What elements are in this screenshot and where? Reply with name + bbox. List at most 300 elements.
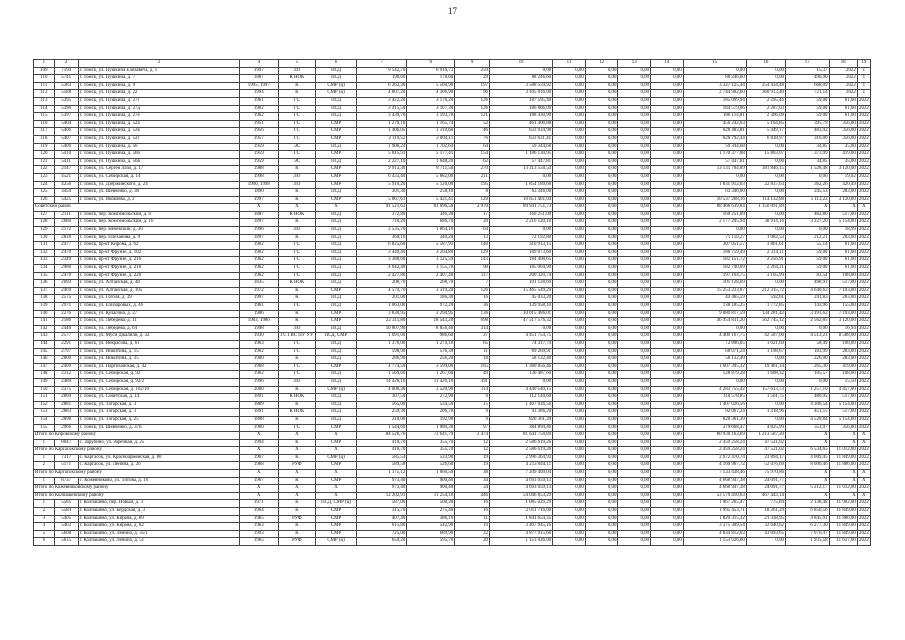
table-cell: 0,00 [553, 97, 586, 105]
table-cell: 130 [34, 234, 55, 242]
table-cell: 141 [34, 318, 55, 326]
table-cell: 0,00 [618, 189, 651, 197]
table-cell: 11 982,00 [829, 500, 857, 508]
table-cell: ГС [278, 249, 315, 257]
table-cell: 0,00 [618, 173, 651, 181]
table-cell: 62 [455, 158, 490, 166]
table-cell: 973,40 [357, 477, 407, 485]
table-cell: 0,00 [553, 265, 586, 273]
table-cell: 116 [34, 120, 55, 128]
table-cell: 0,00 [585, 189, 618, 197]
table-cell: 0,00 [618, 227, 651, 235]
table-cell: 1 935,58 [785, 538, 829, 546]
table-cell: 12 [455, 447, 490, 455]
table-cell: 13 313 550,54 [490, 166, 553, 174]
table-cell: СМР (ц) [315, 82, 356, 90]
table-cell: 0,00 [553, 356, 586, 364]
table-cell: г. Томск, ул. Гоголя, д. 39 [78, 295, 239, 303]
table-cell: 2022 [857, 325, 870, 333]
table-cell: 4 306,90 [407, 90, 455, 98]
table-cell: 197 164,75 [683, 272, 746, 280]
table-cell: 355,70 [407, 447, 455, 455]
table-cell: 16 [746, 60, 785, 68]
table-cell: г. Томск, ул. Лебедева, д. 11 [78, 318, 239, 326]
table-cell: 4 520,84 [785, 416, 829, 424]
table-row [34, 500, 871, 508]
table-cell: ПСД [315, 75, 356, 83]
table-cell: 698 [455, 318, 490, 326]
table-cell: 565,00 [357, 401, 407, 409]
table-cell: 152 [34, 401, 55, 409]
table-cell: 1962 [239, 249, 278, 257]
table-cell: 0,00 [651, 90, 684, 98]
table-cell: 182 151,72 [683, 257, 746, 265]
table-cell: 2022 [857, 409, 870, 417]
table-cell: 6 [315, 60, 356, 68]
table-cell: 0,00 [651, 348, 684, 356]
table-cell: 0,00 [618, 204, 651, 212]
table-cell: г. Томск, ул. Кулагина, д. 27 [78, 310, 239, 318]
table-cell: 0,00 [553, 538, 586, 546]
table-cell: X [315, 432, 356, 440]
table-cell: 197 [455, 82, 490, 90]
table-cell: К [278, 508, 315, 516]
table-cell: К [278, 416, 315, 424]
table-cell: 201,00 [357, 295, 407, 303]
table-cell: 0,00 [651, 128, 684, 136]
table-cell: 3 830,95 [357, 310, 407, 318]
table-cell: 2022 [857, 211, 870, 219]
table-cell: 0,00 [553, 371, 586, 379]
table-cell: 5585 [54, 500, 78, 508]
table-cell: 2022 [857, 113, 870, 121]
table-cell: X [278, 470, 315, 478]
table-cell: 151 [34, 394, 55, 402]
table-cell: 24 091,77 [746, 485, 785, 493]
table-cell: ГС [278, 348, 315, 356]
table-cell: 0,00 [651, 82, 684, 90]
table-cell: 1 561,75 [746, 394, 785, 402]
table-cell: г. Томск, пр-кт Фрунзе, д. 102 [78, 249, 239, 257]
table-cell: 19 [455, 523, 490, 531]
table-cell: 126 [455, 97, 490, 105]
table-row [34, 265, 871, 273]
table-cell: 34,85 [785, 143, 829, 151]
table-cell: 0,00 [490, 67, 553, 75]
table-cell: 5 867,61 [357, 196, 407, 204]
table-cell: 36 [455, 303, 490, 311]
table-cell: 589,58 [357, 462, 407, 470]
table-cell: 0,00 [618, 348, 651, 356]
table-cell: 355,70 [407, 439, 455, 447]
table-cell: ГС [278, 242, 315, 250]
table-cell: 0,00 [553, 158, 586, 166]
table-row [34, 173, 871, 181]
table-cell: 1 [857, 67, 870, 75]
table-cell: 142 [34, 325, 55, 333]
table-row [34, 158, 871, 166]
table-cell: 4 807,20 [357, 90, 407, 98]
table-cell: 132 [34, 249, 55, 257]
table-cell: 0,00 [585, 492, 618, 500]
table-cell: 2022 [857, 356, 870, 364]
table-cell: г. Томск, ул. Муси Джалиля, д. 32 [78, 333, 239, 341]
table-cell: 89 941 751,73 [490, 204, 553, 212]
table-cell: X [239, 470, 278, 478]
table-cell: с. Зарубино, ул. Заречная, д. 25 [78, 439, 239, 447]
table-cell: 0,00 [651, 378, 684, 386]
table-cell: ГС [278, 128, 315, 136]
table-cell: 628 483,81 [683, 128, 746, 136]
table-cell: 1 279,18 [357, 120, 407, 128]
table-cell: 13 [618, 60, 651, 68]
table-cell: 1959 [239, 151, 278, 159]
table-cell: X [785, 492, 829, 500]
table-cell: 15 [683, 60, 746, 68]
table-cell: 2022 [857, 249, 870, 257]
table-cell: 0,00 [618, 75, 651, 83]
table-cell: г. Томск, пр-кт Кирова, д. 62 [78, 242, 239, 250]
table-cell: 2489 [54, 378, 78, 386]
table-cell: 2 [34, 508, 55, 516]
table-cell: 384 894,46 [490, 424, 553, 432]
table-cell: 120 [34, 151, 55, 159]
table-cell: 0,00 [553, 454, 586, 462]
table-cell: 3 588 559,92 [490, 82, 553, 90]
table-cell: 0,00 [651, 105, 684, 113]
table-cell: 0,00 [746, 416, 785, 424]
table-cell: 0,00 [651, 470, 684, 478]
table-cell: 0,00 [553, 318, 586, 326]
table-cell: ПСД [315, 325, 356, 333]
table-cell: ГС [278, 272, 315, 280]
table-cell: 372,80 [357, 211, 407, 219]
table-cell: ПСД [315, 249, 356, 257]
table-cell: 112 140,60 [490, 394, 553, 402]
table-cell: ГС [278, 151, 315, 159]
table-cell: 0,00 [651, 340, 684, 348]
table-cell: 2 427,80 [357, 272, 407, 280]
table-cell: 114 [455, 386, 490, 394]
table-cell: 154 [455, 151, 490, 159]
table-cell: 0,00 [618, 409, 651, 417]
table-cell: 2022 [857, 378, 870, 386]
table-cell: 19 [857, 60, 870, 68]
table-cell: 0,00 [651, 371, 684, 379]
table-cell: 0,00 [553, 492, 586, 500]
table-cell: 0,00 [553, 249, 586, 257]
table-cell: РУФ [278, 462, 315, 470]
table-cell: 0,00 [618, 515, 651, 523]
table-cell: 1983, 1986 [239, 318, 278, 326]
table-cell: 283,00 [829, 234, 857, 242]
table-cell: 483,92 [785, 128, 829, 136]
table-cell: 113 [34, 97, 55, 105]
table-cell: 11 012,00 [829, 485, 857, 493]
table-cell: г. Томск, ул. Пушкина, д. 27е [78, 113, 239, 121]
table-cell: г. Томск, ул. Пушкина, д. 52г [78, 135, 239, 143]
table-cell: 0,00 [651, 515, 684, 523]
table-cell: 0,00 [490, 325, 553, 333]
table-cell: 34 [455, 477, 490, 485]
table-cell: 2 216 120,10 [490, 219, 553, 227]
table-cell: 5 154,00 [829, 401, 857, 409]
table-cell: 2022 [857, 280, 870, 288]
table-cell: ПСД [315, 280, 356, 288]
table-cell: 0,00 [746, 378, 785, 386]
table-cell: 0,00 [651, 227, 684, 235]
table-cell: 0,00 [585, 394, 618, 402]
table-cell: 0,00 [651, 295, 684, 303]
table-cell: 1 995 453,71 [683, 508, 746, 516]
table-cell: 2 970 [455, 204, 490, 212]
table-cell: 42 587,00 [746, 333, 785, 341]
table-cell: 633 631,41 [490, 135, 553, 143]
table-cell: 0,00 [618, 257, 651, 265]
table-cell: 12 202,91 [357, 492, 407, 500]
table-cell: 2 [54, 60, 78, 68]
table-cell: 7 070,47 [785, 530, 829, 538]
table-cell: 131 [34, 242, 55, 250]
table-cell: 0,00 [585, 151, 618, 159]
table-cell: 0,00 [618, 151, 651, 159]
table-cell: 6 433,40 [357, 173, 407, 181]
table-cell: 226,90 [785, 356, 829, 364]
table-cell: 143 [455, 257, 490, 265]
table-cell: 0,00 [618, 508, 651, 516]
table-cell: 1 082,53 [746, 234, 785, 242]
table-row [34, 128, 871, 136]
table-cell: 119 [34, 143, 55, 151]
table-cell: X [829, 477, 857, 485]
table-cell: 5 120,00 [407, 181, 455, 189]
table-row [34, 348, 871, 356]
table-cell: 15,50 [829, 378, 857, 386]
table-cell: 307 051,57 [683, 242, 746, 250]
table-cell: 0,00 [785, 325, 829, 333]
table-cell: 2022 [857, 447, 870, 455]
table-cell: 58 132,40 [683, 356, 746, 364]
table-cell: 2 287,03 [746, 105, 785, 113]
table-cell: 0,00 [618, 386, 651, 394]
table-cell: г. Томск, пер. Плеханова, д. 9 [78, 234, 239, 242]
table-cell: 11 [455, 348, 490, 356]
table-cell: 7 193,00 [829, 287, 857, 295]
table-cell: 0,00 [585, 204, 618, 212]
table-cell: 52 076,69 [746, 462, 785, 470]
table-cell: 1 702,64 [407, 143, 455, 151]
table-cell: 10 015 486,01 [490, 310, 553, 318]
table-cell: 526,60 [407, 462, 455, 470]
table-row [34, 416, 871, 424]
table-cell: 4 160 967,72 [683, 462, 746, 470]
table-cell: 2 004,11 [407, 135, 455, 143]
table-cell: 0,00 [618, 120, 651, 128]
table-row [34, 424, 871, 432]
table-cell: 0,00 [553, 432, 586, 440]
table-cell: 2022 [857, 333, 870, 341]
table-cell: 0,00 [553, 348, 586, 356]
table-cell: 0,00 [651, 416, 684, 424]
table-cell: 64 [455, 227, 490, 235]
table-cell: 211 [455, 173, 490, 181]
table-cell: 32 640,62 [746, 523, 785, 531]
table-cell: 0,00 [585, 310, 618, 318]
table-cell: 3 167,30 [407, 105, 455, 113]
table-cell: 2093 [54, 280, 78, 288]
table-cell: К [278, 234, 315, 242]
table-cell: 2022 [857, 318, 870, 326]
table-cell: 1 608,32 [746, 371, 785, 379]
table-cell: 29 [455, 75, 490, 83]
table-cell: 9 [455, 409, 490, 417]
table-cell: 1997 [239, 67, 278, 75]
table-cell: Итого по Каргасокскому району [34, 447, 240, 455]
table-cell: 1 310,60 [407, 128, 455, 136]
table-cell: 986,60 [407, 333, 455, 341]
table-cell: 8 711,50 [407, 166, 455, 174]
table-cell: 2881 [54, 401, 78, 409]
table-row [34, 485, 871, 493]
table-cell: 69 269,91 [490, 348, 553, 356]
table-cell: 4 877 915,68 [490, 530, 553, 538]
table-cell: 123 [34, 173, 55, 181]
table-cell: ПСД [315, 295, 356, 303]
table-cell: 108,00 [829, 272, 857, 280]
table-cell: 0,00 [618, 211, 651, 219]
table-row [34, 295, 871, 303]
table-cell: 0,00 [618, 105, 651, 113]
table-cell: ПСД [315, 348, 356, 356]
table-cell: 2477 [54, 242, 78, 250]
table-cell: 346,30 [407, 211, 455, 219]
table-cell: 129 [455, 249, 490, 257]
table-cell: 0,00 [618, 447, 651, 455]
table-cell: 0,00 [651, 394, 684, 402]
table-cell: 14 426,10 [357, 378, 407, 386]
table-cell: 0,00 [651, 310, 684, 318]
table-cell: X [785, 432, 829, 440]
table-cell: 356,00 [829, 128, 857, 136]
table-row [34, 371, 871, 379]
table-cell: 2869 [54, 394, 78, 402]
table-cell: 562 745,12 [746, 318, 785, 326]
table-cell: Итого по Колпашевскому району [34, 492, 240, 500]
table-cell: 2022 [857, 189, 870, 197]
table-cell: 1 198,67 [746, 348, 785, 356]
table-cell: СМР [315, 135, 356, 143]
table-cell: 0,00 [585, 196, 618, 204]
table-cell: 2276 [54, 310, 78, 318]
table-cell: К [278, 196, 315, 204]
table-cell: 3 [78, 60, 239, 68]
table-cell: 1960 [239, 424, 278, 432]
table-cell: 61,00 [829, 265, 857, 273]
table-cell: СМР [315, 310, 356, 318]
table-cell: 0,00 [553, 105, 586, 113]
table-cell: 4 009,45 [785, 454, 829, 462]
table-cell: 587,00 [357, 500, 407, 508]
table-cell: 0,00 [651, 424, 684, 432]
table-cell: 1 213 587,20 [746, 432, 785, 440]
table-cell: 0,00 [618, 356, 651, 364]
table-cell: 1996 [239, 378, 278, 386]
table-cell: 0,00 [618, 340, 651, 348]
table-cell: ГС [278, 120, 315, 128]
table-cell: ПСД [315, 265, 356, 273]
table-row [34, 67, 871, 75]
table-row [34, 432, 871, 440]
table-cell: 20 [455, 219, 490, 227]
table-cell: 200 320,74 [490, 272, 553, 280]
table-cell: 3 599,00 [407, 363, 455, 371]
table-cell: 307,50 [357, 394, 407, 402]
table-cell: 2022 [857, 295, 870, 303]
table-row [34, 211, 871, 219]
table-cell: 0,00 [651, 485, 684, 493]
table-cell: г. Томск, ул. Пушкина, д. 52а [78, 120, 239, 128]
table-cell: 0,00 [651, 409, 684, 417]
table-cell: 129 [455, 196, 490, 204]
table-cell: 8 [407, 60, 455, 68]
table-cell: К [278, 219, 315, 227]
table-cell: 0,00 [618, 378, 651, 386]
table-cell: К [278, 90, 315, 98]
table-cell: 0,00 [553, 151, 586, 159]
table-cell: ПСД [315, 378, 356, 386]
table-cell: 2022 [857, 485, 870, 493]
table-cell: 0,00 [651, 439, 684, 447]
table-cell: 0,00 [553, 143, 586, 151]
table-cell: 1 150 091,89 [746, 204, 785, 212]
table-cell: 395,79 [785, 120, 829, 128]
table-cell: 6 534,65 [785, 447, 829, 455]
table-cell: 1994 [239, 90, 278, 98]
table-cell: 0,00 [585, 325, 618, 333]
table-cell: 91 521,63 [357, 204, 407, 212]
table-cell: 0,00 [553, 295, 586, 303]
table-cell: 0,00 [585, 530, 618, 538]
table-cell: 1 900,24 [357, 143, 407, 151]
table-cell: 3 415,50 [357, 105, 407, 113]
table-row [34, 280, 871, 288]
table-cell: 0,00 [618, 82, 651, 90]
table-cell: 0,00 [585, 128, 618, 136]
table-cell: 11 849,00 [829, 523, 857, 531]
table-cell: ЛО [278, 173, 315, 181]
table-cell: 150 [34, 386, 55, 394]
table-cell: 0,00 [553, 272, 586, 280]
table-cell: 1835 [239, 280, 278, 288]
table-cell: 0,00 [585, 454, 618, 462]
table-cell: 0,00 [618, 454, 651, 462]
table-cell: 0,00 [585, 303, 618, 311]
table-cell: 4 574,70 [357, 287, 407, 295]
table-cell: 140 [34, 310, 55, 318]
table-cell: г. Томск, ул. Советская, д. 14 [78, 394, 239, 402]
table-cell: 17 [455, 211, 490, 219]
table-cell: 1 063,00 [357, 303, 407, 311]
table-cell: 0,00 [585, 371, 618, 379]
table-cell: 0,00 [618, 424, 651, 432]
table-row [34, 113, 871, 121]
table-cell: 81 641 750,89 [490, 432, 553, 440]
table-cell: К [278, 82, 315, 90]
table-cell: ГС [278, 371, 315, 379]
table-row [34, 325, 871, 333]
table-cell: 0,00 [553, 530, 586, 538]
table-cell: 157 613,73 [746, 386, 785, 394]
